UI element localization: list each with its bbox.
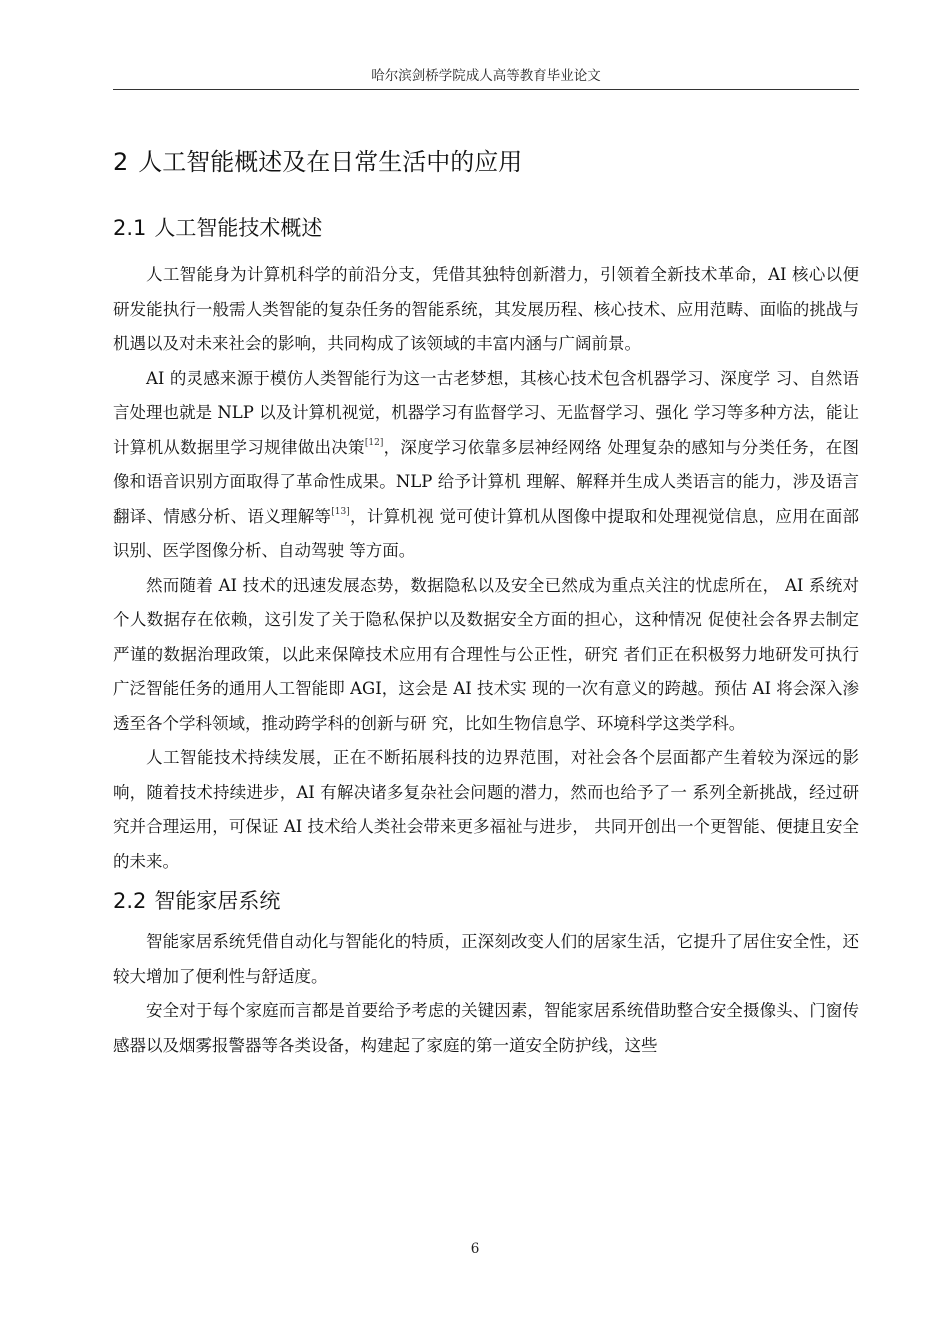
- section-title: 智能家居系统: [154, 889, 281, 913]
- section-heading-2-1: [113, 208, 859, 248]
- paragraph: [113, 362, 859, 569]
- chapter-number: 2: [113, 148, 129, 176]
- paragraph-text: ，深度学习依靠多层神经网络 处理复杂的感知与分类任务，在图像和语音识别方面取得了革命性成果。NLP 给予计算机 理解、解释并生成人类语言的能力，涉及语言翻译、情感分析、语义理解等: [113, 437, 860, 526]
- page-body: [113, 140, 859, 1063]
- paragraph-text: ，计算机视 觉可使计算机从图像中提取和处理视觉信息，应用在面部识别、医学图像分析、自动驾驶 等方面。: [113, 506, 860, 560]
- header-rule: [113, 89, 859, 90]
- paragraph: 人工智能身为计算机科学的前沿分支，凭借其独特创新潜力，引领着全新技术革命，AI 核心以便研发能执行一般需人类智能的复杂任务的智能系统，其发展历程、核心技术、应用范畴、面临的挑战与机遇以及对未来社会的影响，共同构成了该领域的丰富内涵与广阔前景。: [113, 265, 859, 353]
- section-number: 2.2: [113, 889, 147, 913]
- citation-ref: [12]: [364, 437, 384, 448]
- paragraph: 人工智能技术持续发展，正在不断拓展科技的边界范围，对社会各个层面都产生着较为深远的影响，随着技术持续进步，AI 有解决诸多复杂社会问题的潜力，然而也给予了一 系列全新挑战，经过研究并合理运用，可保证 AI 技术给人类社会带来更多福祉与进步， 共同开创出一个更智能、便捷且安全的未来。: [113, 748, 859, 871]
- section-heading-2-2: [113, 881, 859, 921]
- paragraph: 然而随着 AI 技术的迅速发展态势，数据隐私以及安全已然成为重点关注的忧虑所在， AI 系统对个人数据存在依赖，这引发了关于隐私保护以及数据安全方面的担心，这种情况 促使社会各界去制定严谨的数据治理政策，以此来保障技术应用有合理性与公正性，研究 者们正在积极努力地研发可执行广泛智能任务的通用人工智能即 AGI，这会是 AI 技术实 现的一次有意义的跨越。预估 AI 将会深入渗透至各个学科领域，推动跨学科的创新与研 究，比如生物信息学、环境科学这类学科。: [113, 575, 859, 733]
- page-number: 6: [470, 1241, 480, 1257]
- chapter-heading: [113, 140, 859, 184]
- paragraph: 安全对于每个家庭而言都是首要给予考虑的关键因素，智能家居系统借助整合安全摄像头、门窗传感器以及烟雾报警器等各类设备，构建起了家庭的第一道安全防护线，这些: [113, 1001, 859, 1055]
- paragraph: 智能家居系统凭借自动化与智能化的特质，正深刻改变人们的居家生活，它提升了居住安全性，还较大增加了便利性与舒适度。: [113, 932, 859, 986]
- section-title: 人工智能技术概述: [154, 216, 323, 240]
- section-number: 2.1: [113, 216, 147, 240]
- chapter-title: 人工智能概述及在日常生活中的应用: [138, 148, 523, 176]
- citation-ref: [13]: [331, 506, 350, 517]
- running-header: 哈尔滨剑桥学院成人高等教育毕业论文: [371, 68, 601, 84]
- paragraph-text: AI 的灵感来源于模仿人类智能行为这一古老梦想，其核心技术包含机器学习、深度学 习、自然语言处理也就是 NLP 以及计算机视觉，机器学习有监督学习、无监督学习、强化 学习等多种方法，能让计算机从数据里学习规律做出决策: [113, 368, 859, 457]
